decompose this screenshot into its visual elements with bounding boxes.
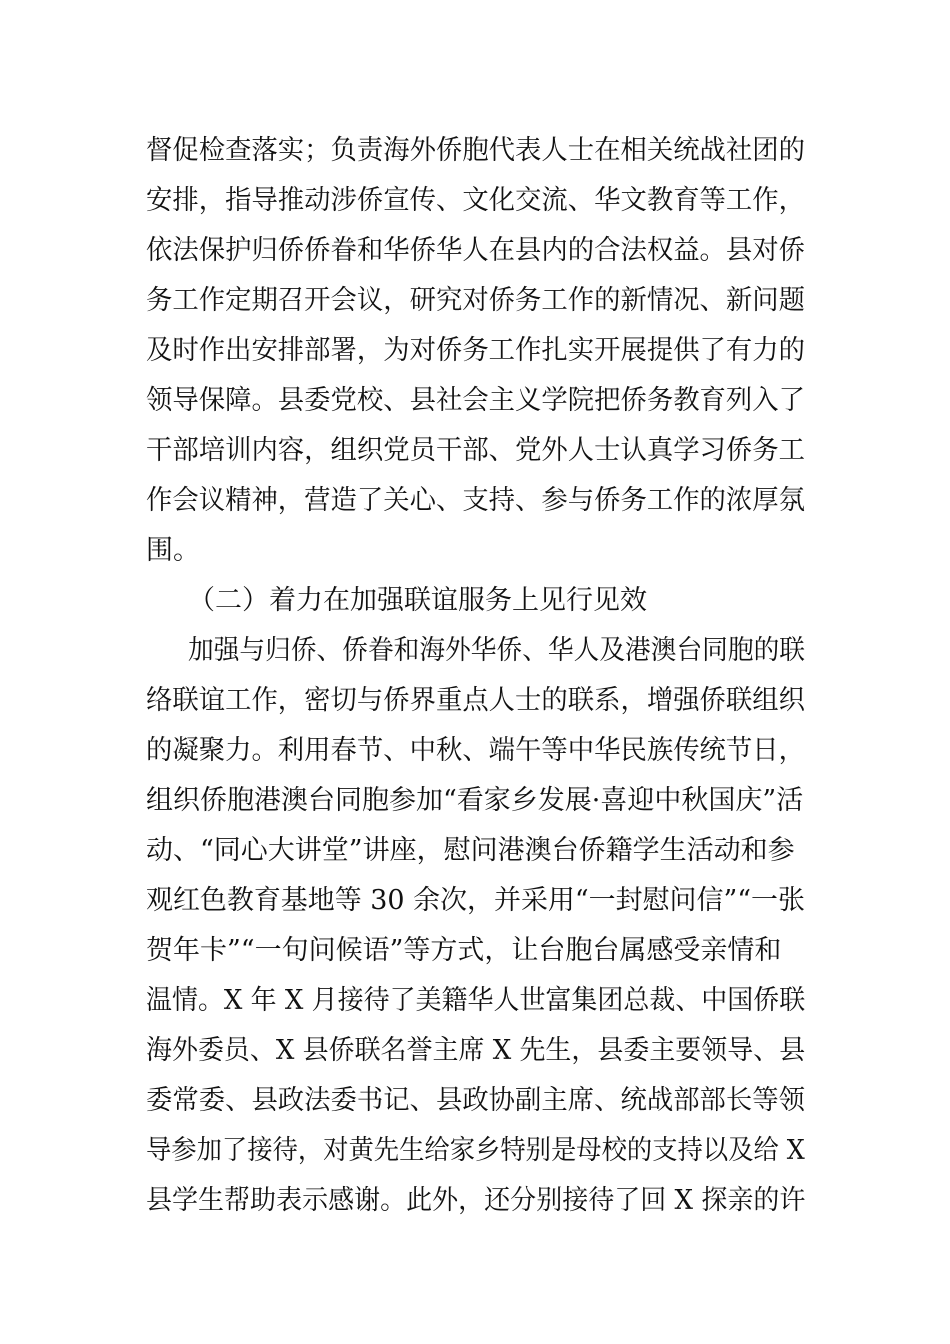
text-line: 督促检查落实；负责海外侨胞代表人士在相关统战社团的 (146, 135, 805, 166)
text-line: 络联谊工作，密切与侨界重点人士的联系，增强侨联组织 (146, 685, 805, 716)
text-line: 作会议精神，营造了关心、支持、参与侨务工作的浓厚氛 (146, 485, 805, 516)
text-line: 务工作定期召开会议，研究对侨务工作的新情况、新问题 (146, 285, 805, 316)
text-line: 贺年卡”“一句问候语”等方式，让台胞台属感受亲情和 (146, 935, 782, 966)
text-line: 及时作出安排部署，为对侨务工作扎实开展提供了有力的 (146, 335, 805, 366)
text-line: 安排，指导推动涉侨宣传、文化交流、华文教育等工作， (146, 185, 805, 216)
text-line: 温情。X 年 X 月接待了美籍华人世富集团总裁、中国侨联 (146, 985, 806, 1016)
text-line: 县学生帮助表示感谢。此外，还分别接待了回 X 探亲的许 (146, 1185, 806, 1216)
text-line: 组织侨胞港澳台同胞参加“看家乡发展·喜迎中秋国庆”活 (146, 785, 804, 816)
text-line: 干部培训内容，组织党员干部、党外人士认真学习侨务工 (146, 435, 805, 466)
text-line: 的凝聚力。利用春节、中秋、端午等中华民族传统节日， (146, 735, 805, 766)
text-line: 依法保护归侨侨眷和华侨华人在县内的合法权益。县对侨 (146, 235, 805, 266)
paragraph-first-line: 加强与归侨、侨眷和海外华侨、华人及港澳台同胞的联 (188, 635, 805, 666)
section-heading: （二）着力在加强联谊服务上见行见效 (188, 585, 647, 616)
text-line: 委常委、县政法委书记、县政协副主席、统战部部长等领 (146, 1085, 805, 1116)
text-line: 海外委员、X 县侨联名誉主席 X 先生，县委主要领导、县 (146, 1035, 806, 1066)
text-line: 导参加了接待，对黄先生给家乡特别是母校的支持以及给 X (146, 1135, 805, 1166)
text-line: 领导保障。县委党校、县社会主义学院把侨务教育列入了 (146, 385, 805, 416)
text-line: 围。 (146, 535, 200, 566)
text-line: 动、“同心大讲堂”讲座，慰问港澳台侨籍学生活动和参 (146, 835, 795, 866)
text-line: 观红色教育基地等 30 余次，并采用“一封慰问信”“一张 (146, 885, 805, 916)
